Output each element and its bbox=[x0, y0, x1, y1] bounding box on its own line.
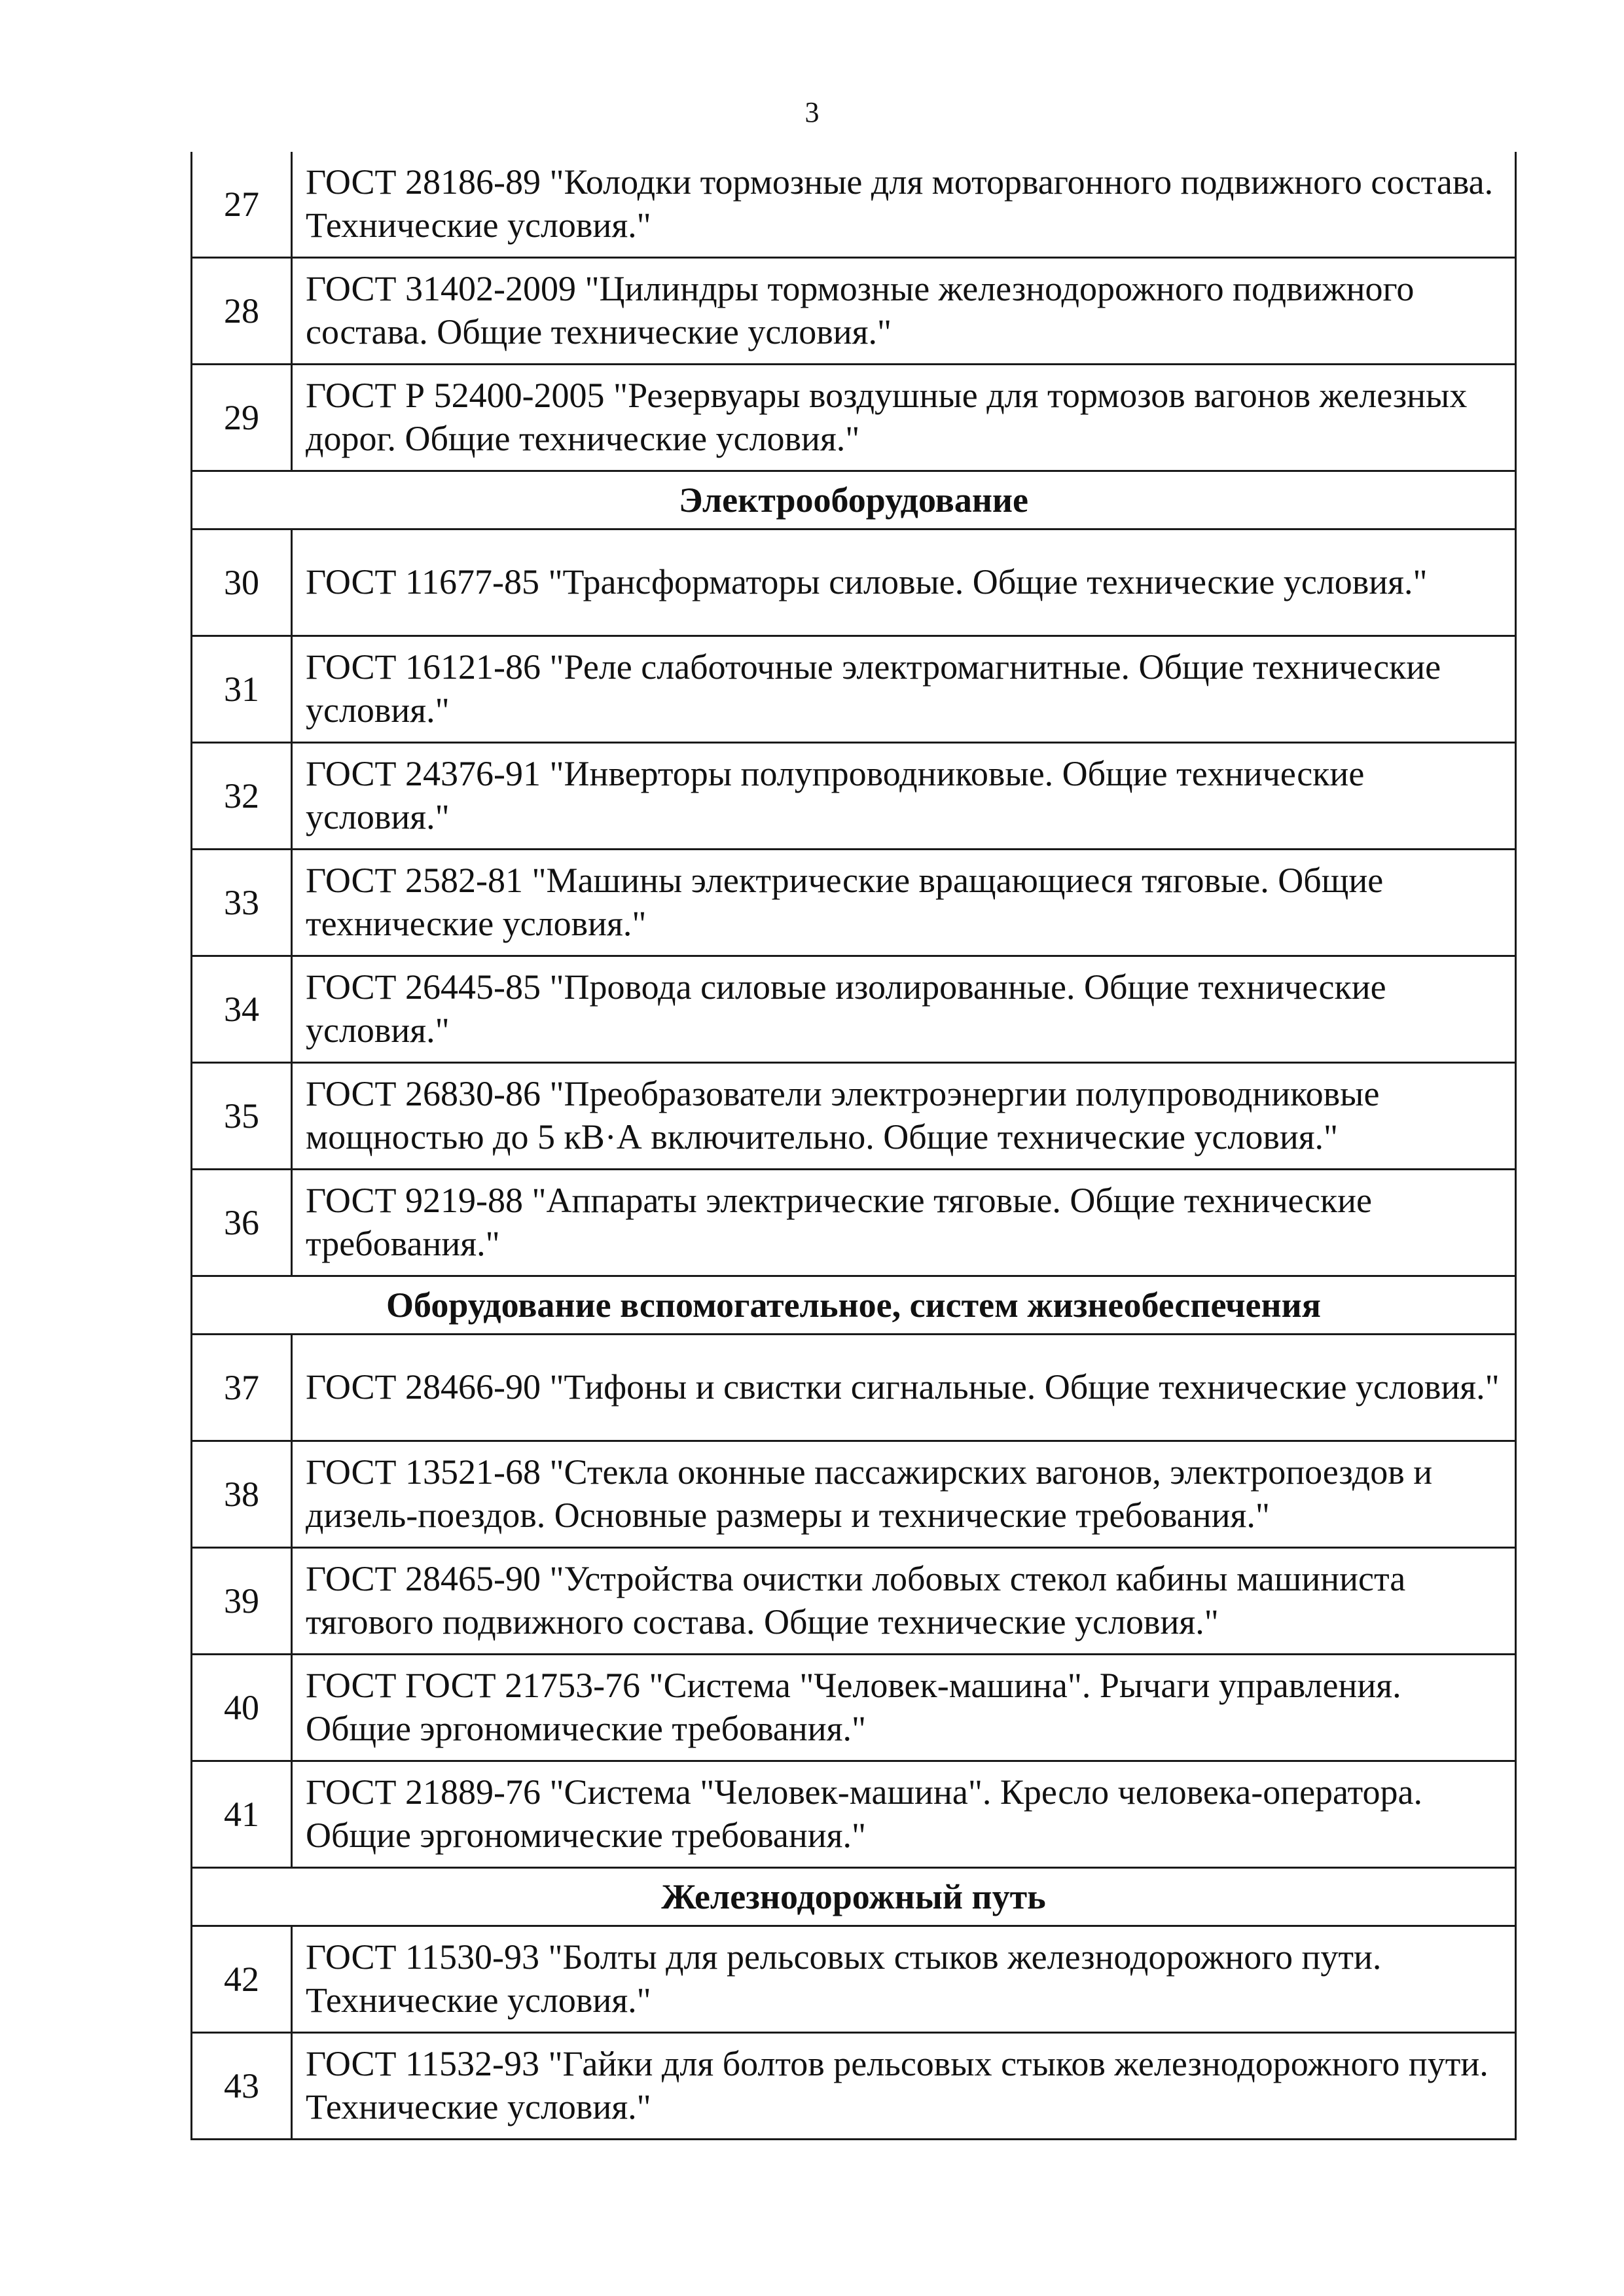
row-number: 28 bbox=[192, 258, 292, 365]
standard-title: ГОСТ 24376-91 "Инверторы полупроводниковые. Общие технические условия." bbox=[292, 743, 1516, 850]
table-row bbox=[192, 1335, 1516, 1441]
row-number: 38 bbox=[192, 1441, 292, 1548]
standard-title: ГОСТ 26445-85 "Провода силовые изолированные. Общие технические условия." bbox=[292, 956, 1516, 1063]
section-header-row bbox=[192, 1276, 1516, 1335]
table-row bbox=[192, 258, 1516, 365]
table-row bbox=[192, 850, 1516, 956]
row-number: 41 bbox=[192, 1761, 292, 1868]
standards-table-body bbox=[192, 152, 1516, 2140]
table-row bbox=[192, 1063, 1516, 1170]
standard-title: ГОСТ 16121-86 "Реле слаботочные электромагнитные. Общие технические условия." bbox=[292, 636, 1516, 743]
table-row bbox=[192, 743, 1516, 850]
row-number: 40 bbox=[192, 1655, 292, 1761]
row-number: 43 bbox=[192, 2033, 292, 2140]
standard-title: ГОСТ 11532-93 "Гайки для болтов рельсовых стыков железнодорожного пути. Технические условия." bbox=[292, 2033, 1516, 2140]
row-number: 37 bbox=[192, 1335, 292, 1441]
section-title: Электрооборудование bbox=[192, 471, 1516, 529]
standard-title: ГОСТ 2582-81 "Машины электрические вращающиеся тяговые. Общие технические условия." bbox=[292, 850, 1516, 956]
standard-title: ГОСТ Р 52400-2005 "Резервуары воздушные для тормозов вагонов железных дорог. Общие технические условия." bbox=[292, 365, 1516, 471]
row-number: 33 bbox=[192, 850, 292, 956]
table-row bbox=[192, 1926, 1516, 2033]
row-number: 29 bbox=[192, 365, 292, 471]
section-title: Оборудование вспомогательное, систем жизнеобеспечения bbox=[192, 1276, 1516, 1335]
table-row bbox=[192, 1761, 1516, 1868]
table-row bbox=[192, 1170, 1516, 1276]
row-number: 42 bbox=[192, 1926, 292, 2033]
row-number: 35 bbox=[192, 1063, 292, 1170]
page-number: 3 bbox=[804, 96, 820, 128]
section-header-row bbox=[192, 1868, 1516, 1926]
table-row bbox=[192, 2033, 1516, 2140]
standards-table bbox=[190, 152, 1517, 2140]
row-number: 36 bbox=[192, 1170, 292, 1276]
standard-title: ГОСТ ГОСТ 21753-76 "Система "Человек-машина". Рычаги управления. Общие эргономические требования." bbox=[292, 1655, 1516, 1761]
standard-title: ГОСТ 28465-90 "Устройства очистки лобовых стекол кабины машиниста тягового подвижного состава. Общие технические условия." bbox=[292, 1548, 1516, 1655]
table-row bbox=[192, 1441, 1516, 1548]
table-row bbox=[192, 529, 1516, 636]
standard-title: ГОСТ 9219-88 "Аппараты электрические тяговые. Общие технические требования." bbox=[292, 1170, 1516, 1276]
table-row bbox=[192, 365, 1516, 471]
row-number: 31 bbox=[192, 636, 292, 743]
table-row bbox=[192, 1655, 1516, 1761]
standard-title: ГОСТ 26830-86 "Преобразователи электроэнергии полупроводниковые мощностью до 5 кВ·А включительно. Общие технические условия." bbox=[292, 1063, 1516, 1170]
table-row bbox=[192, 956, 1516, 1063]
section-title: Железнодорожный путь bbox=[192, 1868, 1516, 1926]
section-header-row bbox=[192, 471, 1516, 529]
standard-title: ГОСТ 28186-89 "Колодки тормозные для моторвагонного подвижного состава. Технические условия." bbox=[292, 152, 1516, 258]
row-number: 39 bbox=[192, 1548, 292, 1655]
table-row bbox=[192, 152, 1516, 258]
standard-title: ГОСТ 13521-68 "Стекла оконные пассажирских вагонов, электропоездов и дизель-поездов. Основные размеры и технические требования." bbox=[292, 1441, 1516, 1548]
row-number: 32 bbox=[192, 743, 292, 850]
standard-title: ГОСТ 28466-90 "Тифоны и свистки сигнальные. Общие технические условия." bbox=[292, 1335, 1516, 1441]
standard-title: ГОСТ 11530-93 "Болты для рельсовых стыков железнодорожного пути. Технические условия." bbox=[292, 1926, 1516, 2033]
row-number: 27 bbox=[192, 152, 292, 258]
row-number: 34 bbox=[192, 956, 292, 1063]
table-row bbox=[192, 1548, 1516, 1655]
row-number: 30 bbox=[192, 529, 292, 636]
standard-title: ГОСТ 21889-76 "Система "Человек-машина". Кресло человека-оператора. Общие эргономические требования." bbox=[292, 1761, 1516, 1868]
standard-title: ГОСТ 11677-85 "Трансформаторы силовые. Общие технические условия." bbox=[292, 529, 1516, 636]
table-row bbox=[192, 636, 1516, 743]
standard-title: ГОСТ 31402-2009 "Цилиндры тормозные железнодорожного подвижного состава. Общие технические условия." bbox=[292, 258, 1516, 365]
